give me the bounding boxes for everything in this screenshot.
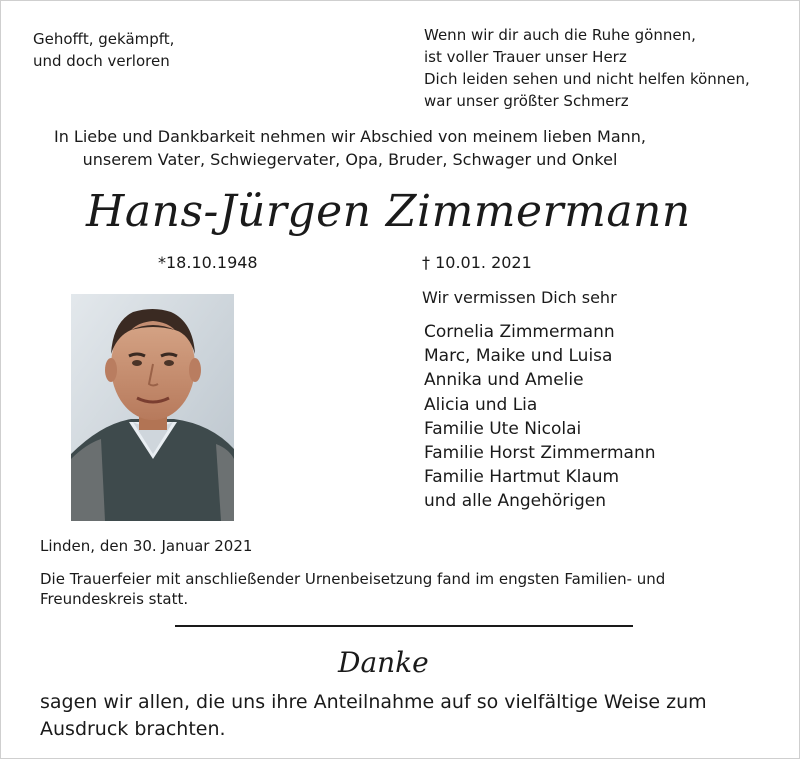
birth-date: *18.10.1948 [158, 253, 258, 272]
family-member: Familie Ute Nicolai [424, 418, 582, 439]
verse-right: Wenn wir dir auch die Ruhe gönnen, ist voller Trauer unser Herz Dich leiden sehen und nicht helfen können, war unser größter Schmerz [424, 26, 750, 110]
miss-you-text: Wir vermissen Dich sehr [422, 288, 617, 307]
family-member: Familie Horst Zimmermann [424, 443, 656, 464]
family-member: Cornelia Zimmermann [424, 322, 615, 342]
intro-text: In Liebe und Dankbarkeit nehmen wir Abschied von meinem lieben Mann, unserem Vater, Schwiegervater, Opa, Bruder, Schwager und Onkel [53, 127, 646, 169]
funeral-notice: Die Trauerfeier mit anschließender Urnenbeisetzung fand im engsten Familien- und Freundeskreis statt. [40, 570, 666, 608]
portrait-photo [71, 294, 234, 521]
family-member: Annika und Amelie [424, 370, 584, 391]
deceased-name: Hans-Jürgen Zimmermann [86, 186, 691, 237]
family-member: Alicia und Lia [424, 394, 538, 415]
divider-line [175, 625, 633, 627]
family-member: und alle Angehörigen [424, 491, 607, 512]
danke-heading: Danke [338, 646, 429, 679]
verse-left: Gehofft, gekämpft, und doch verloren [33, 30, 175, 70]
place-date: Linden, den 30. Januar 2021 [40, 537, 253, 555]
family-member: Marc, Maike und Luisa [424, 346, 613, 367]
family-list [424, 320, 656, 514]
thanks-text: sagen wir allen, die uns ihre Anteilnahme auf so vielfältige Weise zum Ausdruck brachten. [40, 691, 707, 740]
family-member: Familie Hartmut Klaum [424, 467, 620, 488]
death-date: † 10.01. 2021 [422, 253, 532, 272]
